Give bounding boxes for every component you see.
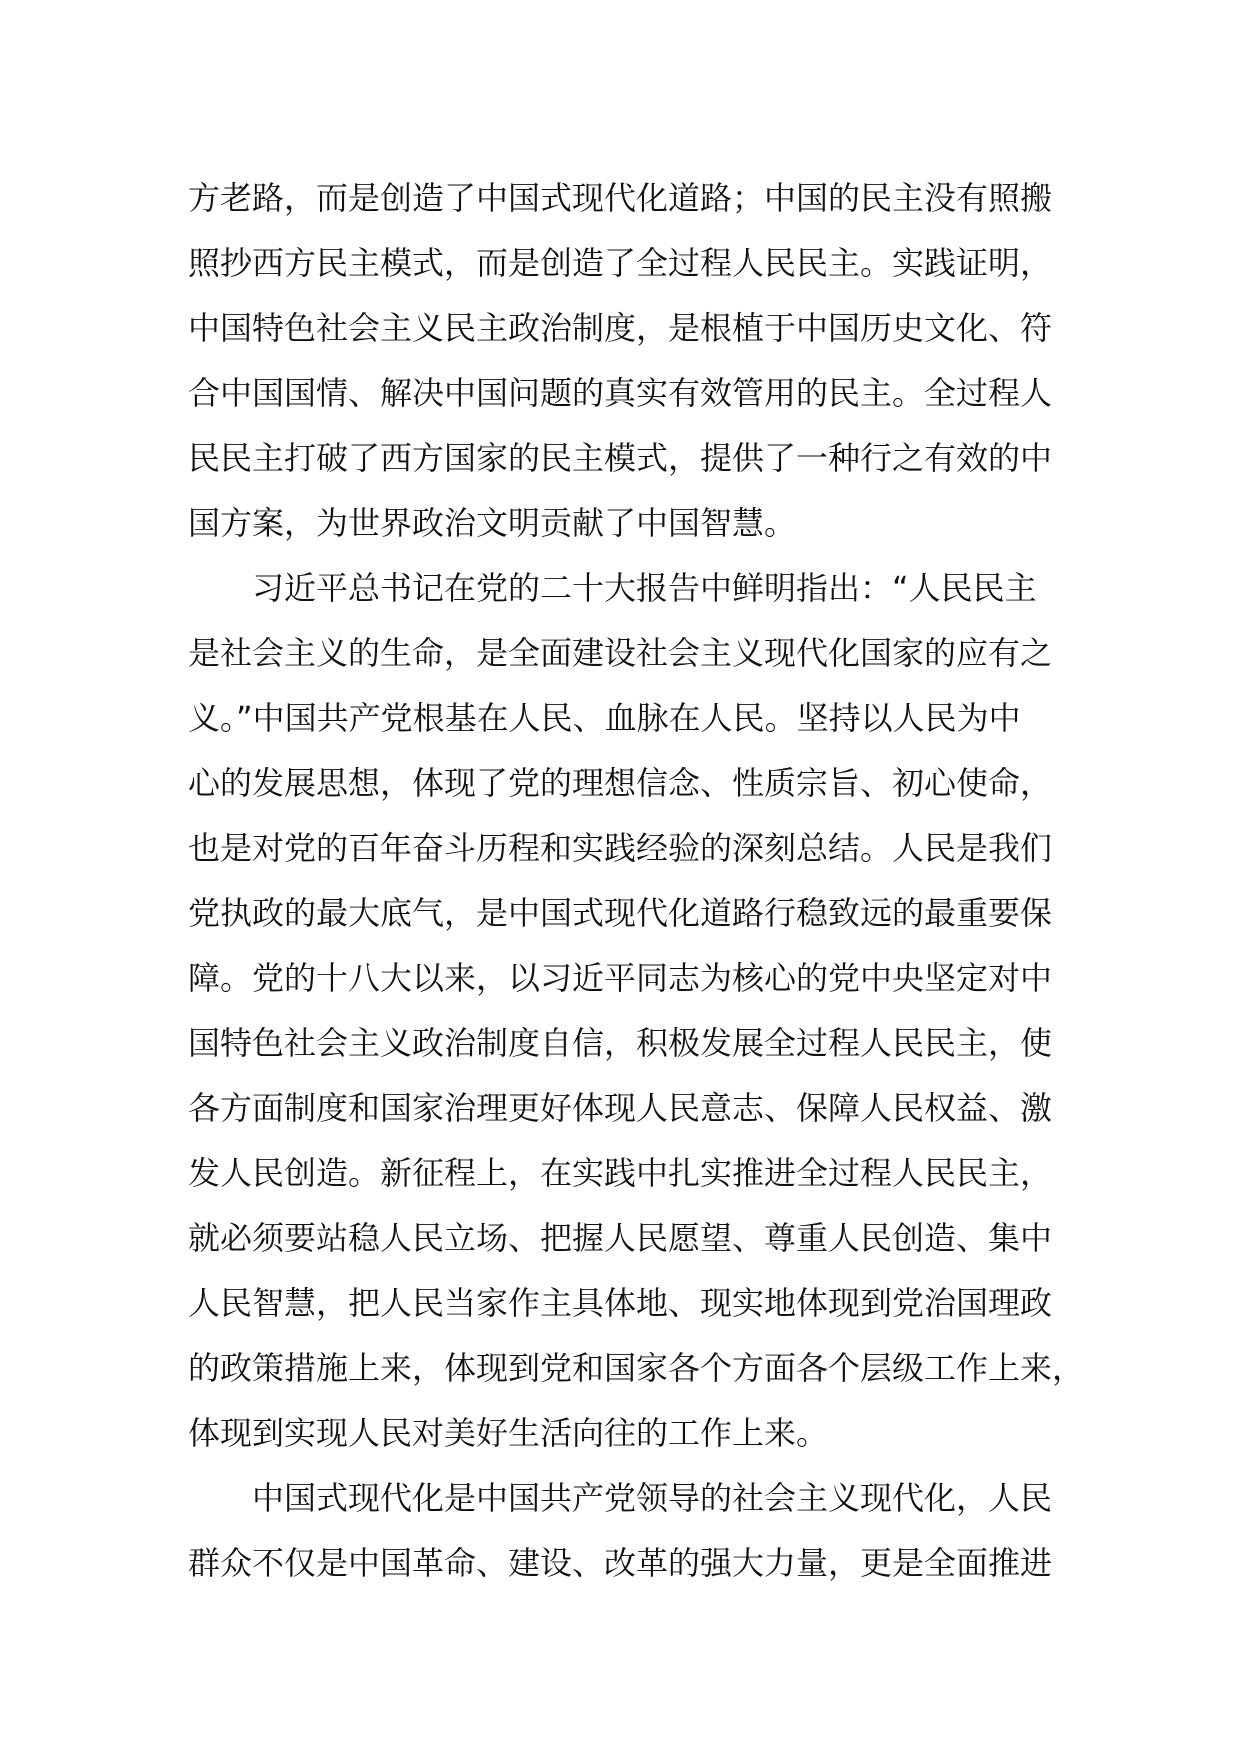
text-line: 就必须要站稳人民立场、把握人民愿望、尊重人民创造、集中 (188, 1219, 1053, 1257)
text-line: 障。党的十八大以来，以习近平同志为核心的党中央坚定对中 (188, 959, 1053, 997)
text-line: 党执政的最大底气，是中国式现代化道路行稳致远的最重要保 (188, 894, 1053, 932)
text-line: 合中国国情、解决中国问题的真实有效管用的民主。全过程人 (188, 374, 1053, 412)
text-line: 人民智慧，把人民当家作主具体地、现实地体现到党治国理政 (188, 1284, 1053, 1322)
text-line: 民民主打破了西方国家的民主模式，提供了一种行之有效的中 (188, 439, 1053, 477)
paragraph-first-line: 习近平总书记在党的二十大报告中鲜明指出：“人民民主 (252, 569, 1037, 607)
text-line: 心的发展思想，体现了党的理想信念、性质宗旨、初心使命， (188, 764, 1053, 802)
text-line: 体现到实现人民对美好生活向往的工作上来。 (188, 1414, 829, 1452)
text-line: 也是对党的百年奋斗历程和实践经验的深刻总结。人民是我们 (188, 829, 1053, 867)
text-line: 义。”中国共产党根基在人民、血脉在人民。坚持以人民为中 (188, 699, 1021, 737)
text-line: 的政策措施上来，体现到党和国家各个方面各个层级工作上来， (188, 1349, 1085, 1387)
text-line: 中国特色社会主义民主政治制度，是根植于中国历史文化、符 (188, 309, 1053, 347)
text-line: 各方面制度和国家治理更好体现人民意志、保障人民权益、激 (188, 1089, 1053, 1127)
text-line: 是社会主义的生命，是全面建设社会主义现代化国家的应有之 (188, 634, 1053, 672)
body-text (188, 166, 1088, 1596)
text-line: 照抄西方民主模式，而是创造了全过程人民民主。实践证明， (188, 244, 1053, 282)
text-line: 群众不仅是中国革命、建设、改革的强大力量，更是全面推进 (188, 1544, 1053, 1582)
text-line: 发人民创造。新征程上，在实践中扎实推进全过程人民民主， (188, 1154, 1053, 1192)
text-line: 国方案，为世界政治文明贡献了中国智慧。 (188, 504, 797, 542)
text-line: 方老路，而是创造了中国式现代化道路；中国的民主没有照搬 (188, 179, 1053, 217)
text-line: 国特色社会主义政治制度自信，积极发展全过程人民民主，使 (188, 1024, 1053, 1062)
paragraph-first-line: 中国式现代化是中国共产党领导的社会主义现代化，人民 (252, 1479, 1053, 1517)
